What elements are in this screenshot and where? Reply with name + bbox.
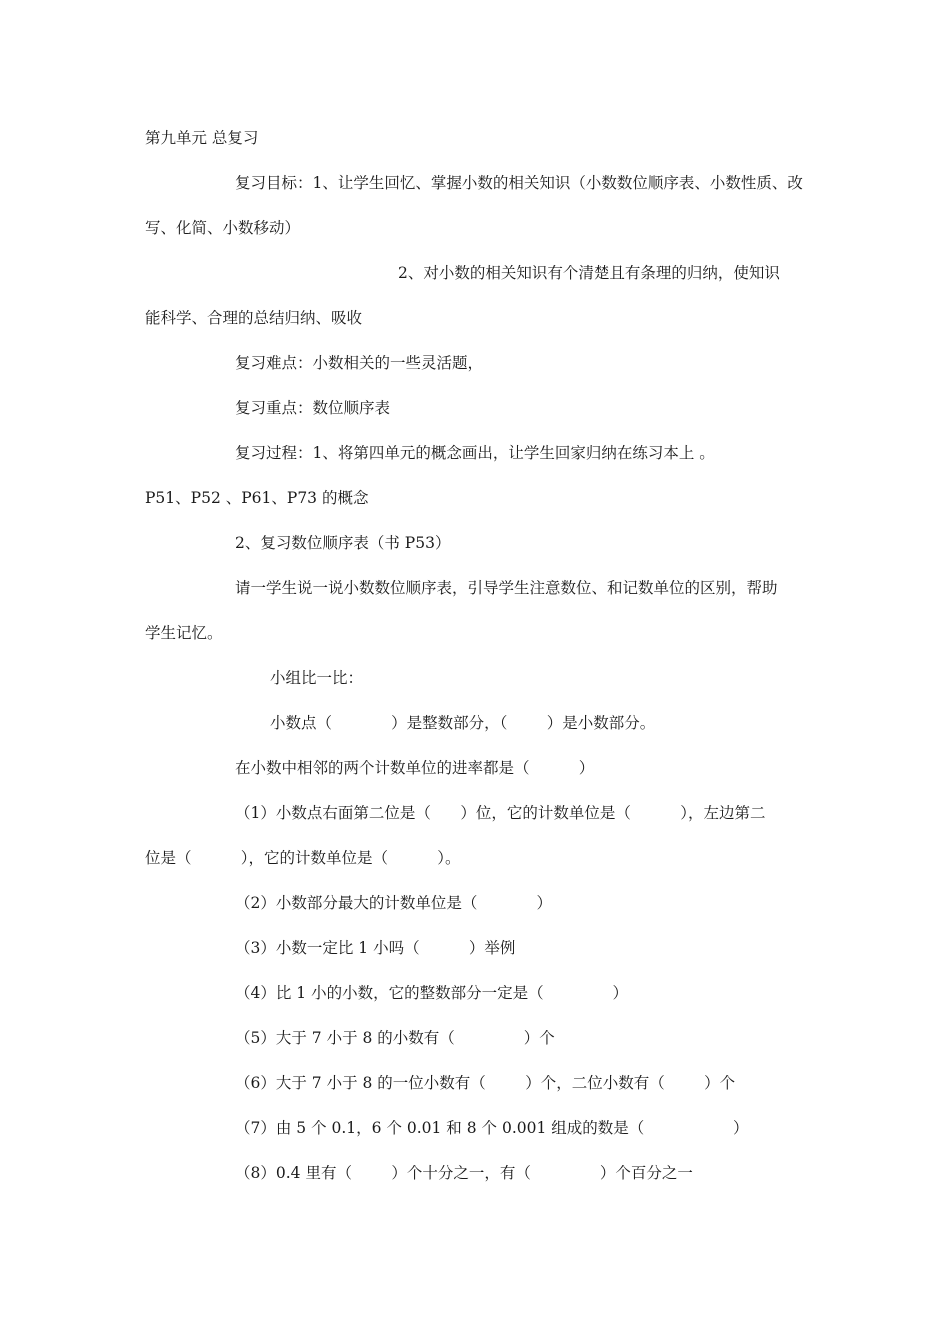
question-3: （3）小数一定比 1 小吗（ ）举例	[235, 939, 516, 957]
group-compare-heading: 小组比一比：	[270, 669, 364, 687]
explain-line-1: 请一学生说一说小数数位顺序表，引导学生注意数位、和记数单位的区别，帮助	[235, 579, 778, 597]
objective-2-line-2: 能科学、合理的总结归纳、吸收	[145, 309, 363, 327]
question-2: （2）小数部分最大的计数单位是（ ）	[235, 894, 552, 912]
blank-decimal-point: 小数点（ ）是整数部分，（ ）是小数部分。	[270, 714, 656, 732]
process-2-line: 2、复习数位顺序表（书 P53）	[235, 534, 451, 552]
process-1-line-1: 复习过程：1、将第四单元的概念画出，让学生回家归纳在练习本上 。	[235, 444, 715, 462]
process-1-line-2: P51、P52 、P61、P73 的概念	[145, 489, 369, 507]
document-title: 第九单元 总复习	[145, 129, 259, 147]
question-8: （8）0.4 里有（ ）个十分之一，有（ ）个百分之一	[235, 1164, 693, 1182]
question-1-line-2: 位是（ ），它的计数单位是（ ）。	[145, 849, 461, 867]
objective-1-line-2: 写、化简、小数移动）	[145, 219, 301, 237]
question-4: （4）比 1 小的小数，它的整数部分一定是（ ）	[235, 984, 629, 1002]
objective-2-line-1: 2、对小数的相关知识有个清楚且有条理的归纳，使知识	[398, 264, 780, 282]
explain-line-2: 学生记忆。	[145, 624, 223, 642]
objective-1-line-1: 复习目标：1、让学生回忆、掌握小数的相关知识（小数数位顺序表、小数性质、改	[235, 174, 803, 192]
key-point-line: 复习重点：数位顺序表	[235, 399, 391, 417]
question-7: （7）由 5 个 0.1，6 个 0.01 和 8 个 0.001 组成的数是（ ）	[235, 1119, 749, 1137]
question-6: （6）大于 7 小于 8 的一位小数有（ ）个，二位小数有（ ）个	[235, 1074, 736, 1092]
difficulty-line: 复习难点：小数相关的一些灵活题，	[235, 354, 484, 372]
question-5: （5）大于 7 小于 8 的小数有（ ）个	[235, 1029, 555, 1047]
blank-rate: 在小数中相邻的两个计数单位的进率都是（ ）	[235, 759, 595, 777]
question-1-line-1: （1）小数点右面第二位是（ ）位，它的计数单位是（ ），左边第二	[235, 804, 766, 822]
